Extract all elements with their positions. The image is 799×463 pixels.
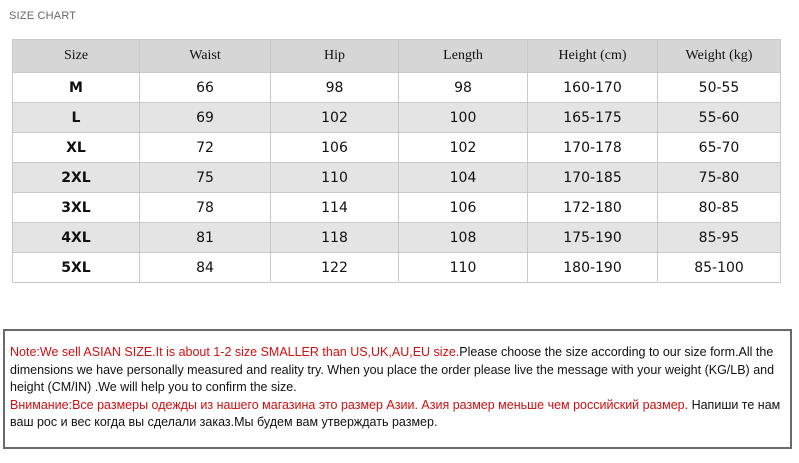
cell-length: 100 <box>399 103 528 133</box>
table-row <box>13 103 781 133</box>
table-header-row <box>13 40 781 73</box>
cell-length: 106 <box>399 193 528 223</box>
cell-hip: 110 <box>271 163 399 193</box>
cell-waist: 66 <box>140 73 271 103</box>
cell-size: M <box>13 73 140 103</box>
note-asian-size-warning: Note:We sell ASIAN SIZE.It is about 1-2 size SMALLER than US,UK,AU,EU size. <box>10 345 460 359</box>
cell-size: 4XL <box>13 223 140 253</box>
cell-hip: 114 <box>271 193 399 223</box>
header-hip: Hip <box>271 40 399 73</box>
cell-length: 104 <box>399 163 528 193</box>
cell-length: 110 <box>399 253 528 283</box>
header-height: Height (cm) <box>528 40 658 73</box>
cell-weight: 65-70 <box>658 133 781 163</box>
table-row <box>13 223 781 253</box>
table-row <box>13 73 781 103</box>
cell-size: 2XL <box>13 163 140 193</box>
cell-length: 102 <box>399 133 528 163</box>
cell-height: 170-178 <box>528 133 658 163</box>
cell-weight: 85-95 <box>658 223 781 253</box>
cell-length: 108 <box>399 223 528 253</box>
size-note-box <box>3 329 792 449</box>
header-waist: Waist <box>140 40 271 73</box>
cell-height: 180-190 <box>528 253 658 283</box>
table-row <box>13 253 781 283</box>
note-size-instructions: Please choose the size according to our size form.All the dimensions we have personally measured and reality try. When you place the order please live the message with your weight (KG/LB) and height (CM/IN) .We will help you to confirm the size. <box>10 345 775 394</box>
cell-hip: 106 <box>271 133 399 163</box>
cell-weight: 50-55 <box>658 73 781 103</box>
table-row <box>13 193 781 223</box>
page-title: SIZE CHART <box>9 10 77 22</box>
cell-size: XL <box>13 133 140 163</box>
cell-weight: 75-80 <box>658 163 781 193</box>
cell-waist: 81 <box>140 223 271 253</box>
cell-height: 160-170 <box>528 73 658 103</box>
cell-size: 5XL <box>13 253 140 283</box>
cell-size: 3XL <box>13 193 140 223</box>
cell-hip: 118 <box>271 223 399 253</box>
cell-hip: 102 <box>271 103 399 133</box>
cell-weight: 80-85 <box>658 193 781 223</box>
cell-length: 98 <box>399 73 528 103</box>
cell-waist: 75 <box>140 163 271 193</box>
header-length: Length <box>399 40 528 73</box>
cell-weight: 55-60 <box>658 103 781 133</box>
size-chart-table <box>12 39 781 283</box>
cell-waist: 84 <box>140 253 271 283</box>
cell-waist: 72 <box>140 133 271 163</box>
header-weight: Weight (kg) <box>658 40 781 73</box>
cell-height: 175-190 <box>528 223 658 253</box>
cell-hip: 122 <box>271 253 399 283</box>
note-russian-warning: Внимание:Все размеры одежды из нашего магазина это размер Азии. Азия размер меньше чем российский размер. <box>10 397 689 412</box>
table-row <box>13 133 781 163</box>
cell-weight: 85-100 <box>658 253 781 283</box>
note-russian <box>10 397 785 432</box>
cell-waist: 78 <box>140 193 271 223</box>
cell-height: 165-175 <box>528 103 658 133</box>
table-row <box>13 163 781 193</box>
note-english <box>10 344 785 397</box>
cell-size: L <box>13 103 140 133</box>
header-size: Size <box>13 40 140 73</box>
cell-height: 172-180 <box>528 193 658 223</box>
cell-hip: 98 <box>271 73 399 103</box>
cell-height: 170-185 <box>528 163 658 193</box>
cell-waist: 69 <box>140 103 271 133</box>
note-russian-instructions: Напиши те нам ваш рос и вес когда вы сделали заказ.Мы будем вам утверждать размер. <box>10 397 781 429</box>
